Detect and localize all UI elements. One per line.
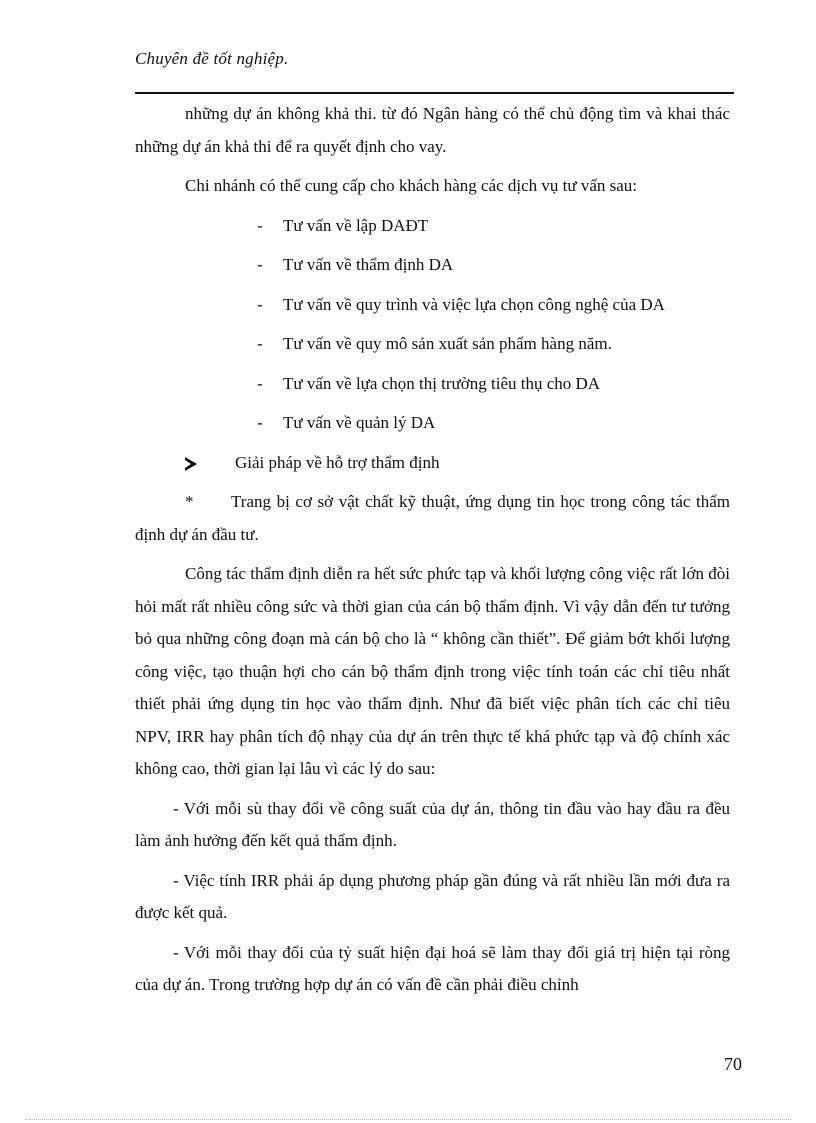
page-number: 70	[724, 1054, 742, 1074]
paragraph-reason-3: - Với mỗi thay đổi của tỷ suất hiện đại hoá sẽ làm thay đổi giá trị hiện tại ròng của dự án. Trong trường hợp dự án có vấn đề cần phải điều chỉnh	[135, 942, 730, 994]
list-dash: -	[257, 373, 263, 393]
section-heading-row	[135, 447, 730, 480]
list-item	[135, 249, 730, 282]
paragraph-reason-2: - Việc tính IRR phải áp dụng phương pháp gần đúng và rất nhiều lần mới đưa ra được kết quả.	[135, 870, 730, 922]
list-dash: -	[257, 413, 263, 432]
list-dash: -	[257, 215, 263, 235]
paragraph-appraisal: Công tác thẩm định diễn ra hết sức phức tạp và khối lượng công việc rất lớn đòi hỏi mất rất nhiều công sức và thời gian của cán bộ thẩm định. Vì vậy dẫn đến tư tưởng bỏ qua những công đoạn mà cán bộ cho là “ không cần thiết”. Để giảm bớt khối lượng công việc, tạo thuận hợi cho cán bộ thẩm định trong việc tính toán các chỉ tiêu nhất thiết phải ứng dụng tin học vào thẩm định. Như đã biết việc phân tích các chỉ tiêu NPV, IRR hay phân tích độ nhạy của dự án trên thực tế khá phức tạp và độ chính xác không cao, thời gian lại lâu vì các lý do sau:	[135, 564, 730, 778]
star-item-text: Trang bị cơ sở vật chất kỹ thuật, ứng dụng tin học trong công tác thẩm định dự án đầu tư.	[135, 492, 730, 544]
list-item	[135, 210, 730, 243]
list-dash: -	[257, 294, 263, 314]
list-item	[135, 328, 730, 361]
star-item	[135, 486, 730, 551]
paragraph-services-intro: Chi nhánh có thể cung cấp cho khách hàng các dịch vụ tư vấn sau:	[185, 176, 638, 195]
document-body	[135, 98, 730, 1009]
star-marker: *	[185, 492, 194, 511]
list-item	[135, 289, 730, 322]
paragraph-continuation: những dự án không khả thi. từ đó Ngân hàng có thể chủ động tìm và khai thác những dự án khả thi để ra quyết định cho vay.	[135, 104, 730, 156]
header-divider	[135, 92, 734, 94]
list-item-text: Tư vấn về thẩm định DA	[283, 255, 454, 274]
list-dash: -	[257, 255, 263, 274]
list-dash: -	[257, 334, 263, 353]
footer-dotted-rule	[25, 1119, 791, 1120]
list-item	[135, 407, 730, 440]
arrow-bullet-icon	[185, 457, 197, 471]
list-item-text: Tư vấn về quy trình và việc lựa chọn công nghệ của DA	[283, 294, 665, 314]
page-header-title: Chuyên đề tốt nghiệp.	[135, 49, 289, 68]
list-item-text: Tư vấn về quy mô sản xuất sản phẩm hàng năm.	[283, 334, 612, 353]
list-item-text: Tư vấn về quản lý DA	[283, 413, 436, 432]
list-item-text: Tư vấn về lựa chọn thị trường tiêu thụ cho DA	[283, 373, 601, 393]
list-item-text: Tư vấn về lập DAĐT	[283, 215, 429, 235]
services-list	[135, 210, 730, 440]
section-heading: Giải pháp về hỗ trợ thẩm định	[235, 452, 440, 472]
list-item	[135, 368, 730, 401]
paragraph-reason-1: - Với mỗi sù thay đổi về công suất của dự án, thông tin đầu vào hay đầu ra đều làm ảnh hưởng đến kết quả thẩm định.	[135, 798, 730, 850]
